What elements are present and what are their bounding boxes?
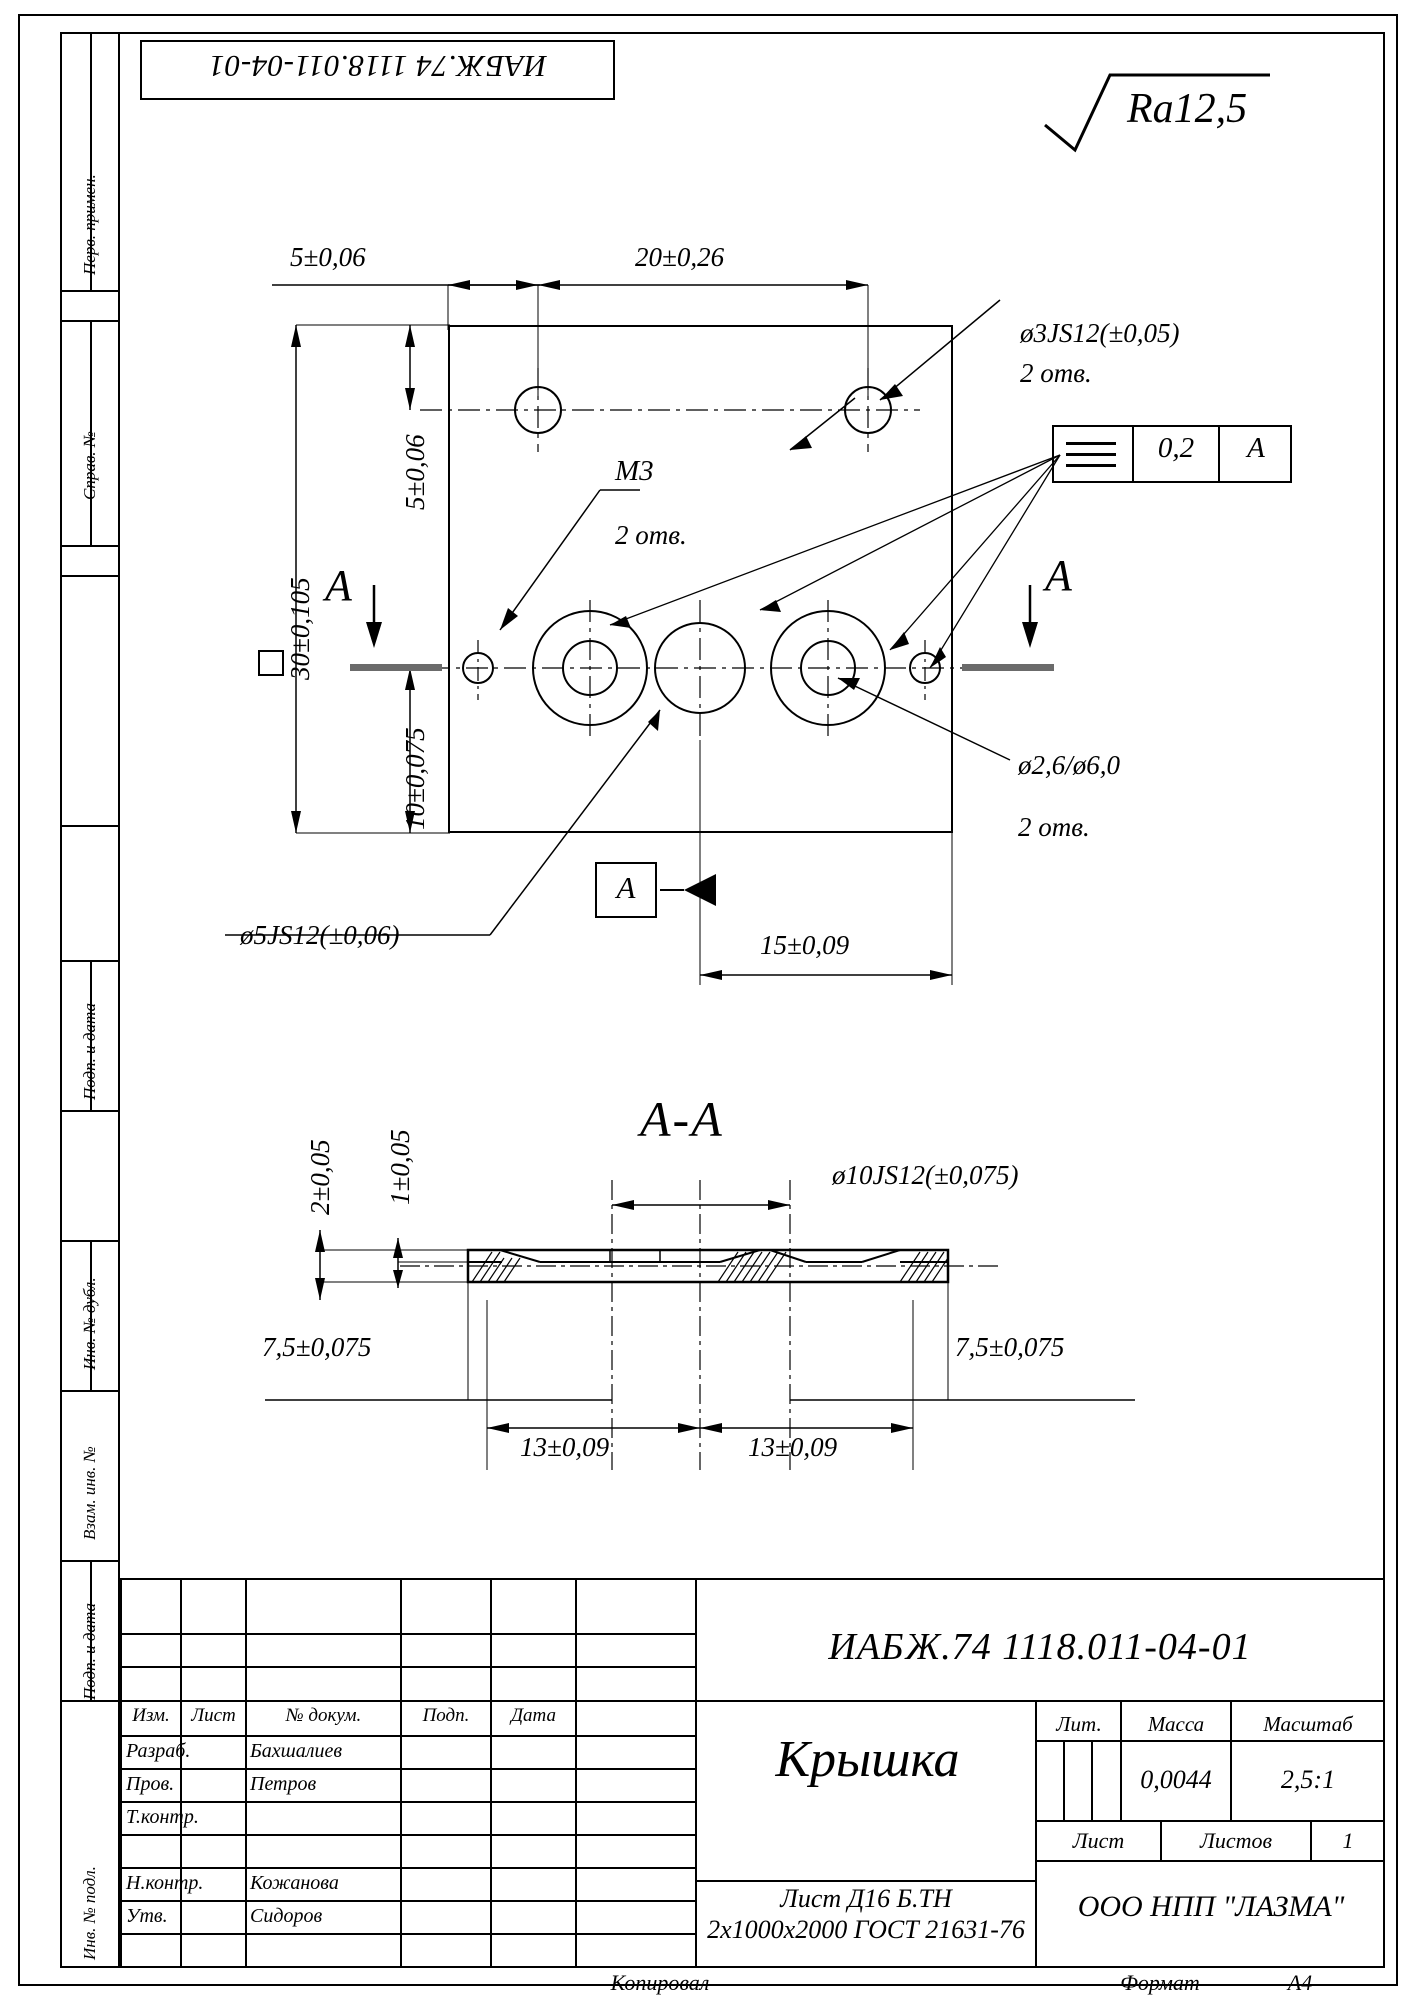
col-header-data: Дата (510, 1705, 557, 1726)
note-d5-label: ø5JS12(±0,06) (240, 920, 400, 950)
dim-75-left-label: 7,5±0,075 (262, 1332, 372, 1362)
title-block-line (1035, 1820, 1385, 1822)
title-block-line (120, 1633, 695, 1635)
side-stamp-label-sprav: Справ. № (80, 431, 99, 500)
title-block-line (120, 1834, 695, 1836)
title-block-line (695, 1700, 1385, 1702)
title-block-line (120, 1933, 695, 1935)
note-d26-qty: 2 отв. (1018, 812, 1090, 842)
col-header-izm: Изм. (132, 1705, 170, 1726)
dim-15-label: 15±0,09 (760, 930, 850, 960)
role-nkontr: Н.контр. (126, 1872, 204, 1894)
dim-1-label: 1±0,05 (385, 1129, 415, 1205)
dim-13-left-label: 13±0,09 (520, 1432, 610, 1462)
scale-value: 2,5:1 (1280, 1765, 1336, 1794)
side-stamp-label-invpodl: Инв. № подл. (80, 1866, 99, 1960)
title-block-line (180, 1578, 182, 1968)
sheets-value: 1 (1342, 1828, 1354, 1853)
mass-label: Масса (1147, 1712, 1205, 1736)
col-header-podp: Подп. (422, 1705, 470, 1726)
dim-13-right-label: 13±0,09 (748, 1432, 838, 1462)
fcf-tolerance-value: 0,2 (1157, 432, 1195, 464)
title-block-line (490, 1578, 492, 1968)
section-mark-right: А (1045, 551, 1072, 600)
designation-top-text: ИАБЖ.74 1118.011-04-01 (208, 49, 547, 84)
side-stamp-label-podp2: Подп. и дата (80, 1603, 99, 1700)
role-tkontr: Т.контр. (126, 1806, 199, 1828)
material-line-1: Лист Д16 Б.ТН (780, 1884, 952, 1913)
title-block-line (1063, 1740, 1065, 1820)
note-m3-label: М3 (615, 455, 654, 487)
title-block-line (120, 1768, 695, 1770)
dim-20-label: 20±0,26 (635, 242, 725, 272)
col-header-list: Лист (191, 1705, 236, 1726)
name-razrab: Бахшалиев (250, 1740, 343, 1762)
dim-10-label: 10±0,075 (400, 727, 430, 830)
datum-box-a-letter: А (616, 870, 636, 905)
lit-label: Лит. (1056, 1712, 1102, 1736)
note-d3-qty: 2 отв. (1020, 358, 1092, 388)
material-line-2: 2х1000х2000 ГОСТ 21631-76 (707, 1915, 1025, 1944)
title-block-line (697, 1880, 1035, 1882)
dim-2-label: 2±0,05 (305, 1139, 335, 1215)
title-block-line (120, 1900, 695, 1902)
title-block-line (120, 1966, 1385, 1968)
name-nkontr: Кожанова (250, 1872, 339, 1894)
title-block-line (1035, 1860, 1385, 1862)
title-block-line (120, 1867, 695, 1869)
name-utv: Сидоров (250, 1905, 323, 1927)
note-d26-label: ø2,6/ø6,0 (1018, 750, 1121, 780)
role-prov: Пров. (126, 1773, 175, 1795)
mass-value: 0,0044 (1140, 1765, 1212, 1794)
side-stamp-label-podp1: Подп. и дата (80, 1003, 99, 1100)
role-utv: Утв. (126, 1905, 168, 1927)
format-value: А4 (1287, 1970, 1313, 1995)
dim-30-label: 30±0,105 (285, 577, 315, 680)
sheets-label: Листов (1199, 1828, 1273, 1853)
title-block-line (400, 1578, 402, 1968)
title-block-line (120, 1735, 695, 1737)
side-stamp-label-vzam: Взам. инв. № (80, 1446, 99, 1540)
title-block-line (1035, 1740, 1385, 1742)
note-m3-qty: 2 отв. (615, 520, 687, 550)
name-prov: Петров (250, 1773, 317, 1795)
title-block-line (1091, 1740, 1093, 1820)
note-d3-label: ø3JS12(±0,05) (1020, 318, 1180, 348)
dim-d10-label: ø10JS12(±0,075) (832, 1160, 1019, 1190)
title-block-line (575, 1578, 577, 1968)
title-block-designation: ИАБЖ.74 1118.011-04-01 (828, 1626, 1252, 1668)
fcf-datum-letter: А (1247, 432, 1265, 464)
section-mark-left: А (325, 561, 352, 610)
format-label: Формат (1120, 1970, 1200, 1995)
col-header-docnum: № докум. (285, 1705, 362, 1726)
title-block-line (120, 1801, 695, 1803)
copied-label: Копировал (610, 1970, 710, 1995)
title-block-line (120, 1666, 695, 1668)
dim-5-top-label: 5±0,06 (290, 242, 366, 272)
role-razrab: Разраб. (126, 1740, 191, 1762)
scale-label: Масштаб (1263, 1712, 1353, 1736)
sheet-label: Лист (1072, 1828, 1125, 1853)
dim-5-left-label: 5±0,06 (400, 434, 430, 510)
title-block-line (245, 1578, 247, 1968)
roughness-label: Ra12,5 (1127, 86, 1248, 132)
side-stamp-label-perv: Перв. примен. (80, 174, 99, 275)
dim-75-right-label: 7,5±0,075 (955, 1332, 1065, 1362)
title-block-line (120, 1700, 695, 1702)
company-name: ООО НПП "ЛАЗМА" (1077, 1890, 1345, 1923)
side-stamp-label-invdubl: Инв. № дубл. (80, 1277, 99, 1370)
section-title: А-А (640, 1091, 724, 1147)
title-block-part-name: Крышка (775, 1731, 960, 1788)
